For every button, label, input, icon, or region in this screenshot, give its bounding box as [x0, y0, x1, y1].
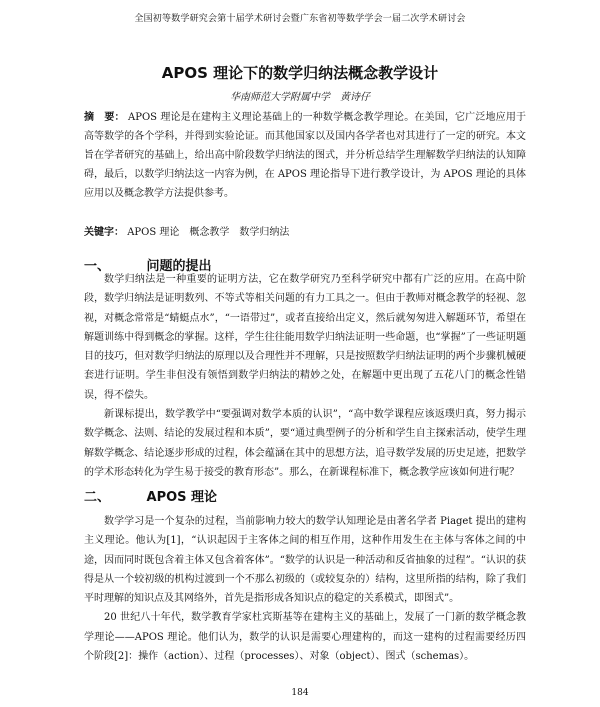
abstract-text: APOS 理论是在建构主义理论基础上的一种数学概念教学理论。在美国，它广泛地应用于高等数学的各个学科，并得到实验论证。而其他国家以及国内各学者也对其进行了一定的研究。本文旨在学者研究的基础上，给出高中阶段数学归纳法的图式，并分析总结学生理解数学归纳法的认知障碍，最后，以数学归纳法这一内容为例，在 APOS 理论指导下进行教学设计，为 APOS 理论的具体应用以及概念教学方法提供参考。 [84, 112, 526, 199]
paper-title: APOS 理论下的数学归纳法概念教学设计 [161, 64, 439, 82]
section-title-2: APOS 理论 [146, 490, 218, 505]
author-line: 华南师范大学附属中学 黄诗仔 [230, 92, 370, 103]
section-number-1: 一、 [84, 259, 111, 274]
section-body-1 [84, 270, 526, 482]
page-number: 184 [291, 688, 309, 698]
section1-paragraph-1: 数学归纳法是一种重要的证明方法，它在数学研究乃至科学研究中都有广泛的应用。在高中阶段，数学归纳法是证明数列、不等式等相关问题的有力工具之一。但由于教师对概念教学的轻视、忽视，对概念常常是“蜻蜓点水”，“一语带过”，或者直接给出定义，然后就匆匆进入解题环节，希望在解题训练中得到概念的掌握。这样，学生往往能用数学归纳法证明一些命题，也“掌握”了一些证明题目的技巧，但对数学归纳法的原理以及合理性并不理解，只是按照数学归纳法证明的两个步骤机械硬套进行证明。学生非但没有领悟到数学归纳法的精妙之处，在解题中更出现了五花八门的概念性错误，得不偿失。 [84, 274, 526, 401]
section-title-1: 问题的提出 [146, 259, 212, 274]
section2-paragraph-1: 数学学习是一个复杂的过程，当前影响力较大的数学认知理论是由著名学者 Piaget 提出的建构主义理论。他认为[1]，“认识起因于主客体之间的相互作用，这种作用发生在主体与客体之间的中途，因而同时既包含着主体又包含着客体”。“数学的认识是一种活动和反省抽象的过程”。“认识的获得是从一个较初级的机构过渡到一个不那么初级的（或较复杂的）结构，这里所指的结构，除了我们平时理解的知识点及其网络外，首先是指形成各知识点的稳定的关系模式，即图式”。 [84, 516, 526, 605]
abstract [84, 108, 526, 203]
keywords-text: APOS 理论 概念教学 数学归纳法 [127, 227, 290, 238]
running-header: 全国初等数学研究会第十届学术研讨会暨广东省初等数学学会一届二次学术研讨会 [134, 14, 466, 24]
section-heading-2 [84, 486, 217, 505]
keywords-label: 关键字： [84, 227, 124, 238]
section1-paragraph-2: 新课标提出，数学教学中“要强调对数学本质的认识”，“高中数学课程应该返璞归真，努力揭示数学概念、法则、结论的发展过程和本质”，要“通过典型例子的分析和学生自主探索活动，使学生理解数学概念、结论逐步形成的过程，体会蕴涵在其中的思想方法，追寻数学发展的历史足迹，把数学的学术形态转化为学生易于接受的教育形态”。那么，在新课程标准下，概念教学应该如何进行呢？ [84, 409, 526, 478]
keywords [84, 223, 526, 242]
section-body-2 [84, 512, 526, 666]
section-number-2: 二、 [84, 490, 111, 505]
section2-paragraph-2: 20 世纪八十年代，数学教育学家杜宾斯基等在建构主义的基础上，发展了一门新的数学概念教学理论——APOS 理论。他们认为，数学的认识是需要心理建构的，而这一建构的过程需要经历四个阶段[2]：操作（action）、过程（processes）、对象（object）、图式（schemas）。 [84, 612, 526, 663]
abstract-label: 摘 要： [84, 112, 125, 123]
